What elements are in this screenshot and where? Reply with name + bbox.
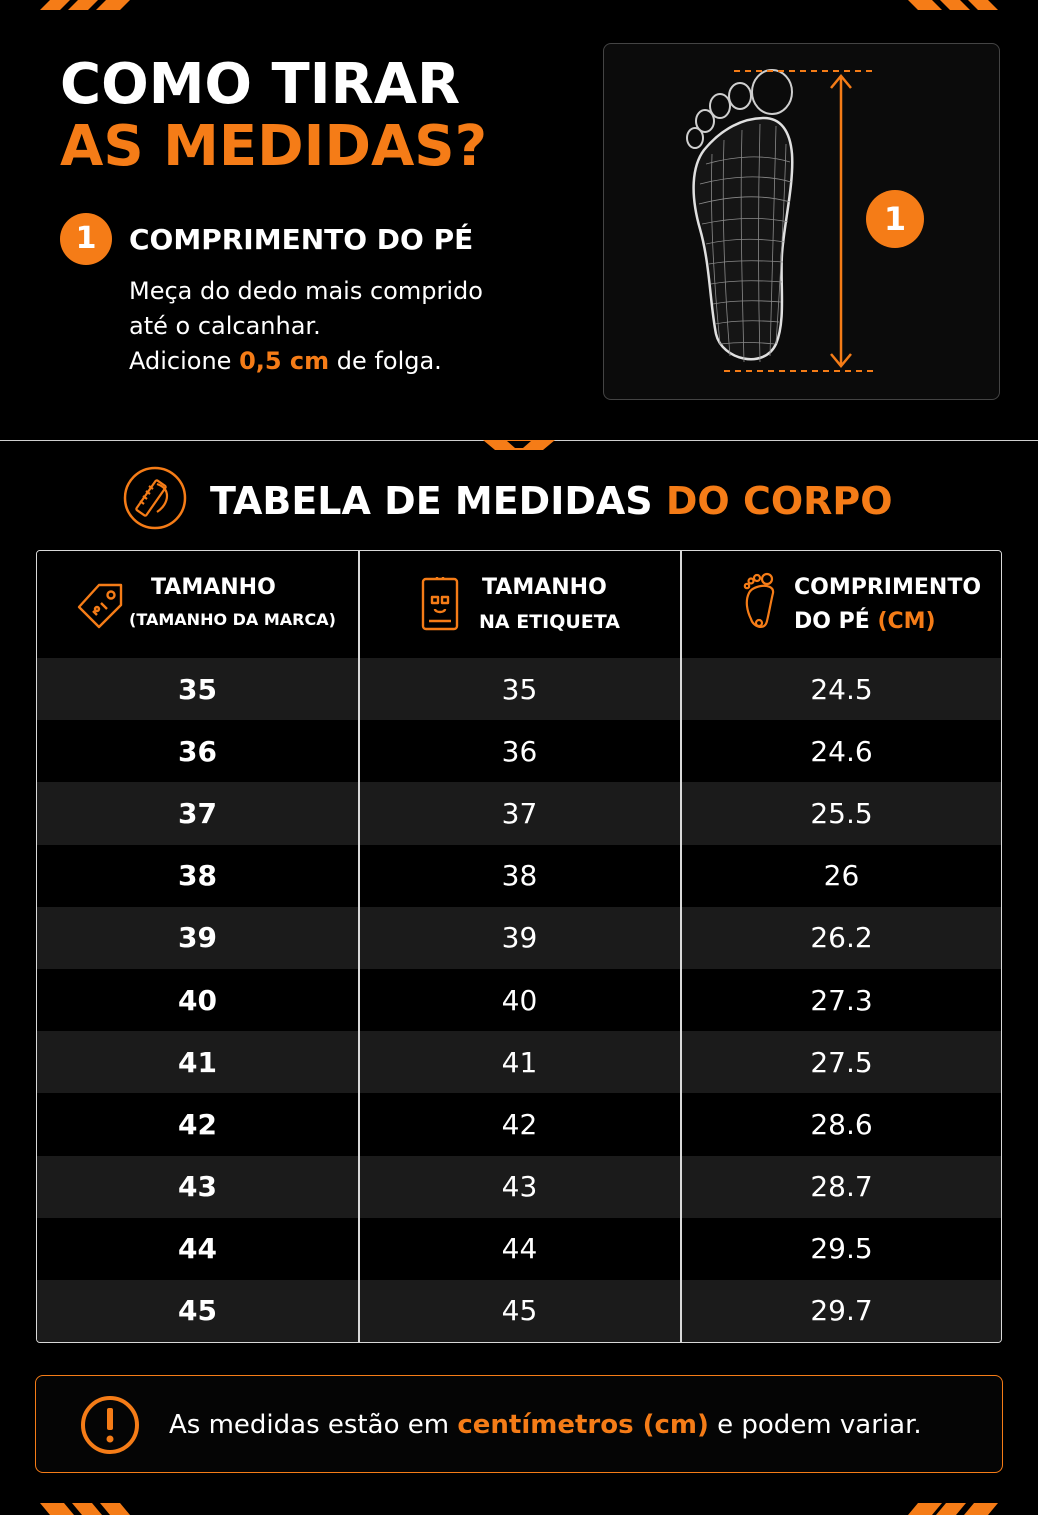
cell-foot-length: 28.7 — [810, 1170, 873, 1204]
cell-label-size: 39 — [501, 921, 538, 955]
foot-measure-illustration-icon — [604, 44, 1000, 400]
cell-brand-size: 38 — [178, 859, 217, 893]
cell-label-size: 35 — [501, 672, 538, 706]
table-title-orange: DO CORPO — [665, 479, 893, 523]
note-text — [169, 1406, 922, 1444]
table-row — [37, 969, 1001, 1031]
note-text-pre: As medidas estão em — [169, 1410, 458, 1440]
cell-label-size: 44 — [501, 1232, 538, 1266]
corner-stripes-bottom-left — [40, 1503, 130, 1515]
corner-stripes-bottom-right — [908, 1503, 998, 1515]
step-desc-line3-post: de folga. — [329, 347, 442, 375]
cell-foot-length: 24.6 — [810, 734, 873, 768]
cell-label-size: 43 — [501, 1170, 538, 1204]
column-header-foot-length-unit: (CM) — [877, 609, 936, 634]
cell-label-size: 40 — [501, 983, 538, 1017]
cell-brand-size: 44 — [178, 1232, 217, 1266]
ruler-shoe-icon — [123, 466, 187, 530]
step-desc-line3 — [129, 344, 549, 379]
step-description — [129, 274, 549, 379]
cell-label-size: 37 — [501, 796, 538, 830]
table-row — [37, 907, 1001, 969]
cell-label-size: 41 — [501, 1045, 538, 1079]
column-header-label-size-line2: NA ETIQUETA — [479, 611, 620, 633]
table-row — [37, 782, 1001, 844]
size-table — [36, 550, 1002, 1343]
table-row — [37, 1156, 1001, 1218]
corner-stripes-top-left — [40, 0, 130, 10]
table-row — [37, 720, 1001, 782]
table-row — [37, 1280, 1001, 1342]
cell-label-size: 45 — [501, 1294, 538, 1328]
cell-foot-length: 28.6 — [810, 1107, 873, 1141]
cell-brand-size: 41 — [178, 1045, 217, 1079]
cell-label-size: 42 — [501, 1107, 538, 1141]
cell-foot-length: 24.5 — [810, 672, 873, 706]
step-desc-line1: Meça do dedo mais comprido — [129, 277, 483, 305]
step-number-badge: 1 — [60, 213, 112, 265]
page-title-line1: COMO TIRAR — [60, 52, 461, 117]
table-row — [37, 1031, 1001, 1093]
note-box — [35, 1375, 1003, 1473]
cell-brand-size: 36 — [178, 734, 217, 768]
cell-brand-size: 45 — [178, 1294, 217, 1328]
step-title: COMPRIMENTO DO PÉ — [129, 223, 474, 256]
divider-chevron-icon — [483, 440, 555, 452]
column-header-foot-length — [681, 551, 1002, 658]
table-row — [37, 658, 1001, 720]
page-title — [60, 54, 487, 178]
table-row — [37, 845, 1001, 907]
column-header-size-brand — [37, 551, 358, 658]
cell-brand-size: 35 — [178, 672, 217, 706]
column-header-size-brand-line1: TAMANHO — [151, 575, 276, 600]
tag-icon — [75, 579, 127, 631]
column-header-foot-length-line1: COMPRIMENTO — [794, 575, 982, 600]
cell-foot-length: 27.5 — [810, 1045, 873, 1079]
cell-foot-length: 26 — [823, 859, 860, 893]
warning-icon — [80, 1395, 140, 1455]
page-title-line2: AS MEDIDAS? — [60, 114, 488, 179]
table-row — [37, 1218, 1001, 1280]
column-header-label-size-line1: TAMANHO — [482, 575, 607, 600]
cell-label-size: 38 — [501, 859, 538, 893]
column-divider — [680, 551, 682, 1342]
table-body — [37, 658, 1001, 1342]
table-header — [37, 551, 1001, 658]
step-desc-line3-pre: Adicione — [129, 347, 240, 375]
column-divider — [358, 551, 360, 1342]
cell-foot-length: 29.7 — [810, 1294, 873, 1328]
foot-illustration-panel — [603, 43, 1000, 400]
corner-stripes-top-right — [908, 0, 998, 10]
cell-label-size: 36 — [501, 734, 538, 768]
note-text-post: e podem variar. — [708, 1410, 922, 1440]
table-title — [210, 476, 893, 526]
cell-brand-size: 37 — [178, 796, 217, 830]
cell-foot-length: 27.3 — [810, 983, 873, 1017]
table-row — [37, 1093, 1001, 1155]
table-title-white: TABELA DE MEDIDAS — [210, 479, 666, 523]
label-icon — [419, 575, 461, 633]
foot-icon — [741, 571, 781, 635]
cell-brand-size: 40 — [178, 983, 217, 1017]
foot-marker-badge: 1 — [866, 190, 924, 248]
step-desc-line2: até o calcanhar. — [129, 312, 321, 340]
cell-brand-size: 42 — [178, 1107, 217, 1141]
note-text-highlight: centímetros (cm) — [457, 1410, 709, 1440]
cell-brand-size: 39 — [178, 921, 217, 955]
cell-foot-length: 29.5 — [810, 1232, 873, 1266]
column-header-foot-length-line2 — [794, 607, 936, 637]
cell-brand-size: 43 — [178, 1170, 217, 1204]
column-header-foot-length-line2-text: DO PÉ — [794, 609, 878, 634]
step-desc-highlight: 0,5 cm — [239, 347, 330, 375]
cell-foot-length: 25.5 — [810, 796, 873, 830]
column-header-label-size — [359, 551, 680, 658]
cell-foot-length: 26.2 — [810, 921, 873, 955]
column-header-size-brand-line2: (TAMANHO DA MARCA) — [129, 610, 336, 629]
